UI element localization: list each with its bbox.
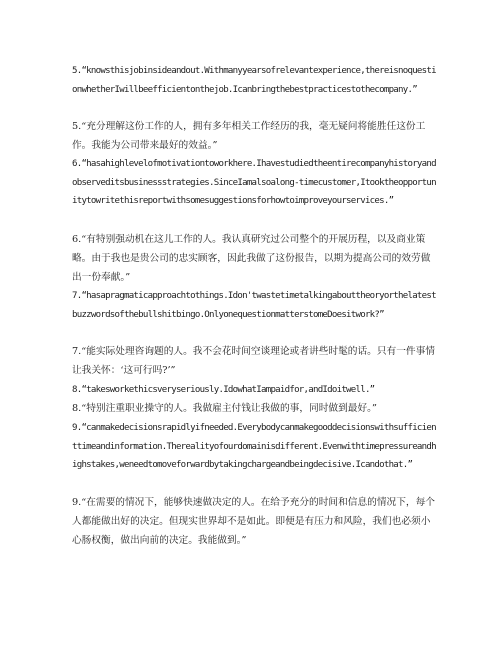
paragraph-8-zh: 8.“特别注重职业操守的人。我做雇主付钱让我做的事，同时做到最好。”	[72, 403, 377, 414]
paragraph-7-en: 7.“hasapragmaticapproachtothings.Idon'twastetimetalkingabouttheoryorthelatestbuzzwordsofthebullshitbingo.OnlyonequestionmatterstomeDoesitwork?”	[72, 291, 436, 320]
paragraph-9-zh: 9.“在需要的情况下，能够快速做决定的人。在给予充分的时间和信息的情况下，每个人都能做出好的决定。但现实世界却不是如此。即便是有压力和风险，我们也必须小心肠权衡，做出向前的决定。我能做到。”	[72, 497, 435, 546]
paragraph-5-en: 5.“knowsthisjobinsideandout.Withmanyyearsofrelevantexperience,thereisnoquestionwhetherIwillbeefficientonthejob.Icanbringthebestpracticestothecompany.”	[72, 66, 436, 95]
paragraph-7-zh: 7.“能实际处理咨询题的人。我不会花时间空谈理论或者讲些时髦的话。只有一件事情让我关怀：‘这可行吗?’”	[72, 346, 435, 376]
paragraph-9-en: 9.“canmakedecisionsrapidlyifneeded.Everybodycanmakegooddecisionswithsufficienttimeandinformation.Therealityofourdomainisdifferent.Evenwithtimepressureandhighstakes,weneedtomoveforwardbytakingchargeandbeingdecisive.Icandothat.”	[72, 423, 436, 471]
paragraph-5-zh: 5.“充分理解这份工作的人，拥有多年相关工作经历的我，毫无疑问将能胜任这份工作。我能为公司带来最好的效益。”	[72, 121, 426, 151]
paragraph-6-zh: 6.“有特别强动机在这儿工作的人。我认真研究过公司整个的开展历程，以及商业策略。由于我也是贵公司的忠实顾客，因此我做了这份报告，以期为提高公司的效劳做出一份奉献。”	[72, 234, 431, 283]
paragraph-6-en: 6.“hasahighlevelofmotivationtoworkhere.Ihavestudiedtheentirecompanyhistoryandobserveditsbusinessstrategies.SinceIamalsoalong-timecustomer,Itooktheopportunitytowritethisreportwithsomesuggestionsforhowtoimproveyourservices.”	[72, 159, 436, 207]
paragraph-8-en: 8.“takesworkethicsveryseriously.IdowhatIampaidfor,andIdoitwell.”	[72, 385, 375, 395]
